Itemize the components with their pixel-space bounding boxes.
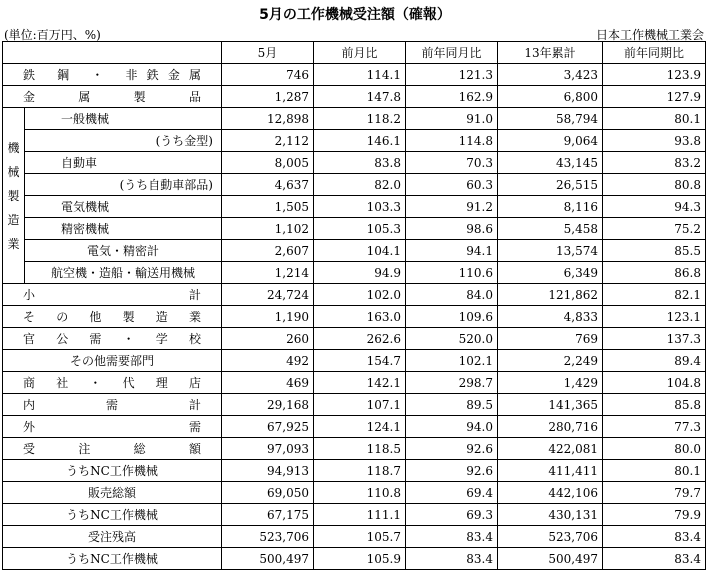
value-cell: 121.3 (406, 64, 498, 86)
value-cell: 12,898 (222, 108, 314, 130)
value-cell: 83.4 (603, 526, 706, 548)
table-row (3, 196, 706, 218)
value-cell: 1,102 (222, 218, 314, 240)
value-cell: 5,458 (498, 218, 603, 240)
header-cell: 5月 (222, 42, 314, 64)
value-cell: 2,249 (498, 350, 603, 372)
value-cell: 110.6 (406, 262, 498, 284)
row-label: 受注残高 (3, 526, 222, 548)
value-cell: 1,287 (222, 86, 314, 108)
page-title: 5月の工作機械受注額（確報） (259, 7, 451, 23)
value-cell: 298.7 (406, 372, 498, 394)
value-cell: 98.6 (406, 218, 498, 240)
value-cell: 1,429 (498, 372, 603, 394)
value-cell: 137.3 (603, 328, 706, 350)
value-cell: 75.2 (603, 218, 706, 240)
table-row (3, 306, 706, 328)
row-label: 官 公 需 ・ 学 校 (3, 328, 222, 350)
side-label-char: 造 (7, 212, 20, 227)
table-row (3, 284, 706, 306)
value-cell: 91.2 (406, 196, 498, 218)
value-cell: 60.3 (406, 174, 498, 196)
row-label: 自動車 (25, 152, 222, 174)
value-cell: 82.0 (314, 174, 406, 196)
value-cell: 69.4 (406, 482, 498, 504)
row-label: (うち自動車部品) (25, 174, 222, 196)
value-cell: 107.1 (314, 394, 406, 416)
value-cell: 442,106 (498, 482, 603, 504)
value-cell: 280,716 (498, 416, 603, 438)
value-cell: 127.9 (603, 86, 706, 108)
value-cell: 67,925 (222, 416, 314, 438)
value-cell: 92.6 (406, 460, 498, 482)
row-label: うちNC工作機械 (3, 504, 222, 526)
value-cell: 469 (222, 372, 314, 394)
row-label: うちNC工作機械 (3, 548, 222, 570)
row-label: 航空機・造船・輸送用機械 (25, 262, 222, 284)
row-label: うちNC工作機械 (3, 460, 222, 482)
value-cell: 97,093 (222, 438, 314, 460)
row-label: 小 計 (3, 284, 222, 306)
value-cell: 262.6 (314, 328, 406, 350)
value-cell: 1,214 (222, 262, 314, 284)
header-cell: 13年累計 (498, 42, 603, 64)
table-row (3, 526, 706, 548)
value-cell: 85.5 (603, 240, 706, 262)
value-cell: 123.1 (603, 306, 706, 328)
value-cell: 83.8 (314, 152, 406, 174)
value-cell: 83.4 (406, 548, 498, 570)
value-cell: 92.6 (406, 438, 498, 460)
value-cell: 2,607 (222, 240, 314, 262)
value-cell: 93.8 (603, 130, 706, 152)
row-label: 外 需 (3, 416, 222, 438)
table-row (3, 130, 706, 152)
value-cell: 154.7 (314, 350, 406, 372)
value-cell: 124.1 (314, 416, 406, 438)
value-cell: 121,862 (498, 284, 603, 306)
value-cell: 79.9 (603, 504, 706, 526)
value-cell: 163.0 (314, 306, 406, 328)
table-row (3, 218, 706, 240)
value-cell: 105.9 (314, 548, 406, 570)
row-label: 一般機械 (25, 108, 222, 130)
value-cell: 84.0 (406, 284, 498, 306)
value-cell: 104.8 (603, 372, 706, 394)
value-cell: 94.1 (406, 240, 498, 262)
table-row (3, 328, 706, 350)
value-cell: 82.1 (603, 284, 706, 306)
machinery-manufacturing-label (3, 108, 25, 284)
value-cell: 141,365 (498, 394, 603, 416)
value-cell: 523,706 (498, 526, 603, 548)
row-label: 精密機械 (25, 218, 222, 240)
value-cell: 80.1 (603, 460, 706, 482)
row-label: (うち金型) (25, 130, 222, 152)
value-cell: 13,574 (498, 240, 603, 262)
value-cell: 8,005 (222, 152, 314, 174)
table-row (3, 438, 706, 460)
value-cell: 105.3 (314, 218, 406, 240)
table-row (3, 394, 706, 416)
table-row (3, 174, 706, 196)
value-cell: 109.6 (406, 306, 498, 328)
value-cell: 118.5 (314, 438, 406, 460)
table-row (3, 262, 706, 284)
value-cell: 89.5 (406, 394, 498, 416)
value-cell: 118.7 (314, 460, 406, 482)
table-row (3, 460, 706, 482)
value-cell: 142.1 (314, 372, 406, 394)
value-cell: 520.0 (406, 328, 498, 350)
row-label: 電気機械 (25, 196, 222, 218)
header-cell: 前年同期比 (603, 42, 706, 64)
value-cell: 110.8 (314, 482, 406, 504)
value-cell: 118.2 (314, 108, 406, 130)
value-cell: 422,081 (498, 438, 603, 460)
value-cell: 111.1 (314, 504, 406, 526)
value-cell: 3,423 (498, 64, 603, 86)
value-cell: 146.1 (314, 130, 406, 152)
value-cell: 9,064 (498, 130, 603, 152)
value-cell: 123.9 (603, 64, 706, 86)
header-cell: 前月比 (314, 42, 406, 64)
side-label-char: 機 (7, 140, 20, 155)
value-cell: 94.3 (603, 196, 706, 218)
row-label: 商 社 ・ 代 理 店 (3, 372, 222, 394)
table-row (3, 240, 706, 262)
table-row (3, 86, 706, 108)
header-row (3, 42, 706, 64)
unit-note: (単位:百万円、%) (4, 28, 101, 42)
value-cell: 746 (222, 64, 314, 86)
value-cell: 83.4 (406, 526, 498, 548)
row-label: 金 属 製 品 (3, 86, 222, 108)
value-cell: 4,833 (498, 306, 603, 328)
value-cell: 67,175 (222, 504, 314, 526)
table-row (3, 548, 706, 570)
value-cell: 102.1 (406, 350, 498, 372)
row-label: 鉄 鋼 ・ 非鉄金属 (3, 64, 222, 86)
value-cell: 500,497 (498, 548, 603, 570)
value-cell: 430,131 (498, 504, 603, 526)
organization-name: 日本工作機械工業会 (595, 28, 704, 42)
value-cell: 147.8 (314, 86, 406, 108)
orders-table (2, 41, 706, 570)
table-row (3, 416, 706, 438)
value-cell: 77.3 (603, 416, 706, 438)
side-label-char: 業 (7, 236, 20, 251)
value-cell: 89.4 (603, 350, 706, 372)
value-cell: 4,637 (222, 174, 314, 196)
value-cell: 104.1 (314, 240, 406, 262)
value-cell: 500,497 (222, 548, 314, 570)
table-row (3, 372, 706, 394)
value-cell: 79.7 (603, 482, 706, 504)
value-cell: 80.8 (603, 174, 706, 196)
value-cell: 162.9 (406, 86, 498, 108)
table-row (3, 64, 706, 86)
value-cell: 85.8 (603, 394, 706, 416)
value-cell: 8,116 (498, 196, 603, 218)
table-row (3, 108, 706, 130)
value-cell: 26,515 (498, 174, 603, 196)
value-cell: 114.8 (406, 130, 498, 152)
value-cell: 260 (222, 328, 314, 350)
header-cell: 前年同月比 (406, 42, 498, 64)
table-row (3, 350, 706, 372)
value-cell: 86.8 (603, 262, 706, 284)
value-cell: 492 (222, 350, 314, 372)
side-label-char: 械 (7, 164, 20, 179)
row-label: 電気・精密計 (25, 240, 222, 262)
value-cell: 103.3 (314, 196, 406, 218)
value-cell: 91.0 (406, 108, 498, 130)
table-row (3, 504, 706, 526)
value-cell: 80.0 (603, 438, 706, 460)
value-cell: 1,505 (222, 196, 314, 218)
value-cell: 411,411 (498, 460, 603, 482)
value-cell: 2,112 (222, 130, 314, 152)
value-cell: 43,145 (498, 152, 603, 174)
value-cell: 69,050 (222, 482, 314, 504)
value-cell: 1,190 (222, 306, 314, 328)
value-cell: 69.3 (406, 504, 498, 526)
row-label: 受 注 総 額 (3, 438, 222, 460)
header-cell (3, 42, 222, 64)
value-cell: 24,724 (222, 284, 314, 306)
table-row (3, 482, 706, 504)
value-cell: 94.0 (406, 416, 498, 438)
value-cell: 80.1 (603, 108, 706, 130)
row-label: 内 需 計 (3, 394, 222, 416)
value-cell: 58,794 (498, 108, 603, 130)
value-cell: 114.1 (314, 64, 406, 86)
value-cell: 29,168 (222, 394, 314, 416)
value-cell: 83.2 (603, 152, 706, 174)
value-cell: 102.0 (314, 284, 406, 306)
value-cell: 70.3 (406, 152, 498, 174)
value-cell: 94.9 (314, 262, 406, 284)
side-label-char: 製 (7, 188, 20, 203)
row-label: その他需要部門 (3, 350, 222, 372)
value-cell: 523,706 (222, 526, 314, 548)
value-cell: 83.4 (603, 548, 706, 570)
row-label: そ の 他 製 造 業 (3, 306, 222, 328)
value-cell: 769 (498, 328, 603, 350)
value-cell: 94,913 (222, 460, 314, 482)
value-cell: 6,800 (498, 86, 603, 108)
value-cell: 105.7 (314, 526, 406, 548)
value-cell: 6,349 (498, 262, 603, 284)
table-row (3, 152, 706, 174)
row-label: 販売総額 (3, 482, 222, 504)
